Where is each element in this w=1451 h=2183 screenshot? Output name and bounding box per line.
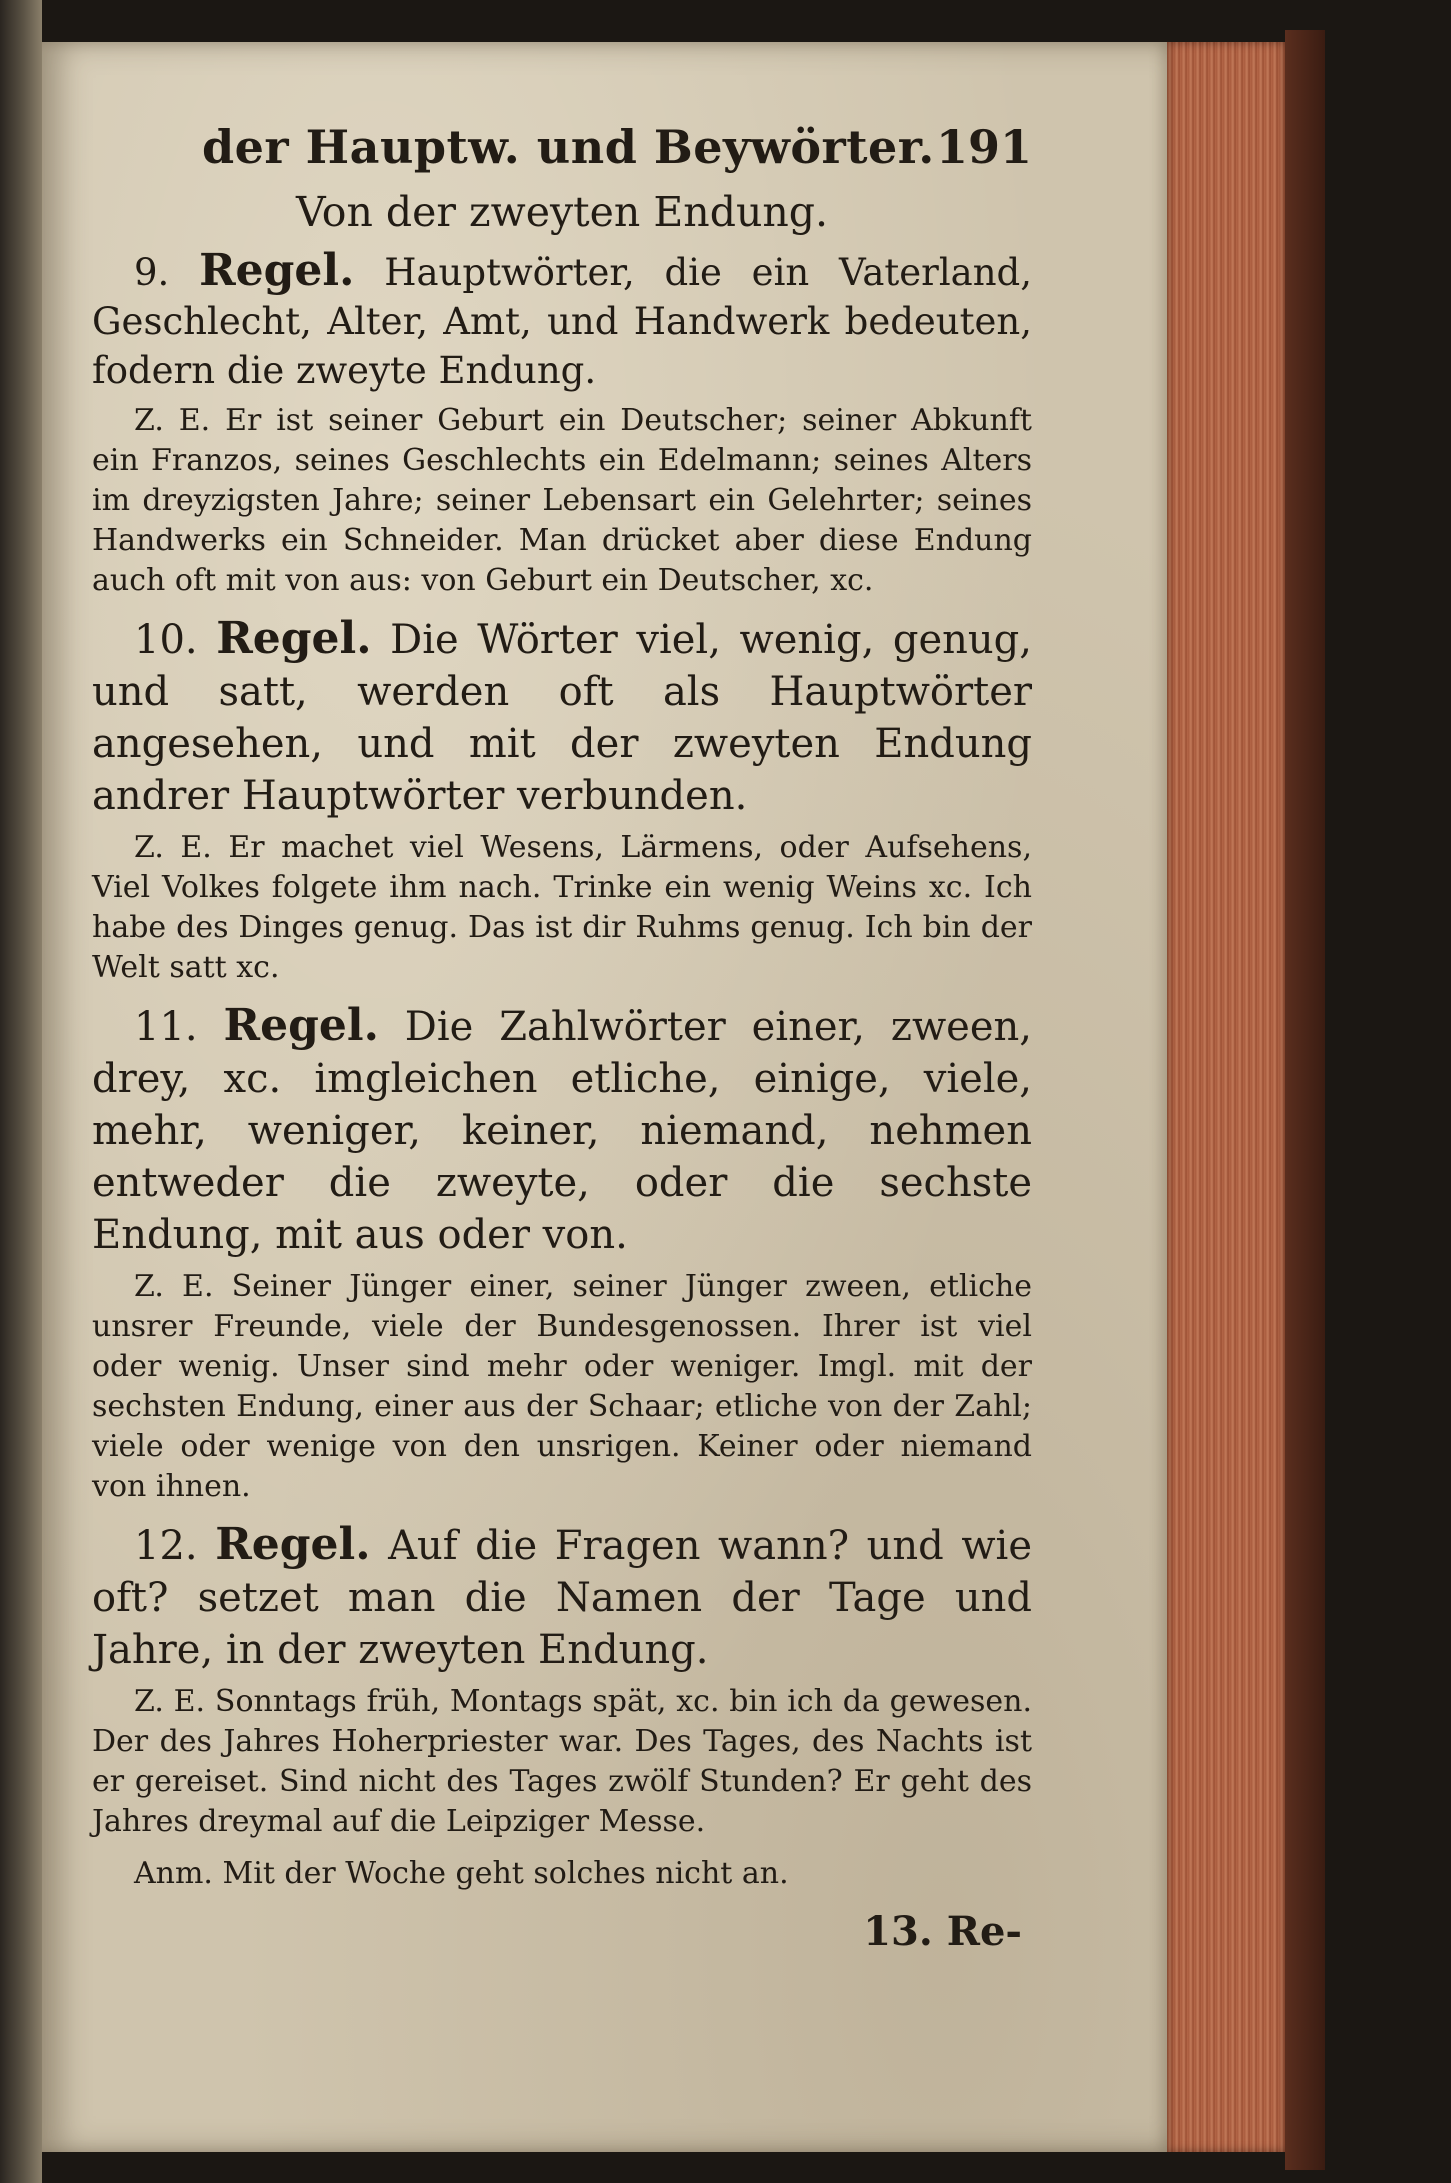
running-header [202,120,1032,174]
page-edges [1167,42,1285,2152]
rule-text [92,246,1032,395]
rule-example: Z. E. Seiner Jünger einer, seiner Jünger zween, etliche unsrer Freunde, viele der Bundesgenossen. Ihrer ist viel oder wenig. Unser sind mehr oder weniger. Imgl. mit der sechsten Endung, einer aus der Schaar; etliche von der Zahl; viele oder wenige von den unsrigen. Keiner oder niemand von ihnen. [92,1269,1032,1504]
left-page-edge [0,0,42,2183]
rule-body: Hauptwörter, die ein Vaterland, Geschlecht, Alter, Amt, und Handwerk bedeuten, fodern die zweyte Endung. [92,251,1033,392]
rule-number: 9. [134,251,170,294]
rule-11 [92,1000,1032,1507]
rule-body: Die Wörter viel, wenig, genug, und satt, werden oft als Hauptwörter angesehen, und mit der zweyten Endung andrer Hauptwörter verbunden. [92,617,1033,819]
rule-12 [92,1519,1032,1894]
rule-number: 11. [134,1004,198,1050]
rule-note: Anm. Mit der Woche geht solches nicht an. [134,1856,789,1891]
rule-label: Regel. [199,245,355,296]
rule-body: Auf die Fragen wann? und wie oft? setzet man die Namen der Tage und Jahre, in der zweyten Endung. [92,1523,1033,1673]
rule-example: Z. E. Er ist seiner Geburt ein Deutscher; seiner Abkunft ein Franzos, seines Geschlechts ein Edelmann; seines Alters im dreyzigsten Jahre; seiner Lebensart ein Gelehrter; seines Handwerks ein Schneider. Man drücket aber diese Endung auch oft mit von aus: von Geburt ein Deutscher, xc. [92,403,1032,598]
rule-9 [92,246,1032,601]
rule-number: 12. [134,1523,198,1569]
rule-label: Regel. [223,1000,379,1051]
rule-label: Regel. [215,1519,371,1570]
catchword: 13. Re- [863,1908,1022,1955]
rule-text [92,613,1032,822]
rule-label: Regel. [216,613,372,664]
book-cover [1285,30,1325,2170]
rule-body: Die Zahlwörter einer, zween, drey, xc. imgleichen etliche, einige, viele, mehr, weniger, keiner, niemand, nehmen entweder die zweyte, oder die sechste Endung, mit aus oder von. [92,1004,1033,1258]
rule-text [92,1519,1032,1676]
rule-number: 10. [134,617,198,663]
rule-example: Z. E. Sonntags früh, Montags spät, xc. bin ich da gewesen. Der des Jahres Hoherpriester war. Des Tages, des Nachts ist er gereiset. Sind nicht des Tages zwölf Stunden? Er geht des Jahres dreymal auf die Leipziger Messe. [92,1684,1032,1839]
rule-example: Z. E. Er machet viel Wesens, Lärmens, oder Aufsehens, Viel Volkes folgete ihm nach. Trinke ein wenig Weins xc. Ich habe des Dinges genug. Das ist dir Ruhms genug. Ich bin der Welt satt xc. [92,830,1032,985]
running-title: der Hauptw. und Beywörter. [202,120,935,174]
section-heading: Von der zweyten Endung. [295,188,829,236]
rule-text [92,1000,1032,1261]
page-text [92,120,1032,1955]
page-number: 191 [935,120,1032,174]
rule-10 [92,613,1032,988]
